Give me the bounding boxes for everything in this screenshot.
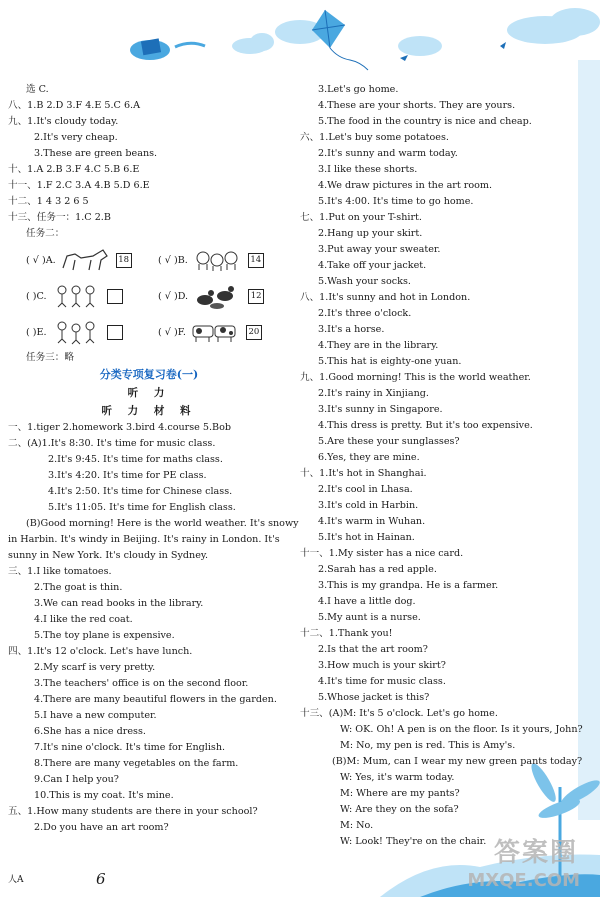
answer-line: 3.It's a horse. xyxy=(318,324,385,335)
cows-picture-icon xyxy=(189,318,241,346)
answer-line: 九、1.Good morning! This is the world weather. xyxy=(300,372,531,383)
answer-line: 5.Whose jacket is this? xyxy=(318,692,430,703)
check-mark: ( ) xyxy=(26,290,37,302)
answer-line: 3.It's sunny in Singapore. xyxy=(318,404,443,415)
answer-line: 十、1.A 2.B 3.F 4.C 5.B 6.E xyxy=(8,164,140,175)
answer-line: 8.There are many vegetables on the farm. xyxy=(34,758,239,769)
task-item-d xyxy=(158,282,290,310)
option-letter: C. xyxy=(36,290,47,302)
page-number: 6 xyxy=(96,870,106,888)
answer-line: 5.Are these your sunglasses? xyxy=(318,436,460,447)
answer-line: M: No, my pen is red. This is Amy's. xyxy=(340,740,516,751)
count-box: 14 xyxy=(248,253,264,268)
answer-line: 4.It's 2:50. It's time for Chinese class. xyxy=(48,486,233,497)
section-title: 分类专项复习卷(一) xyxy=(99,368,199,381)
answer-line: (B)M: Mum, can I wear my new green pants today? xyxy=(332,756,583,767)
answer-line: 3.We can read books in the library. xyxy=(34,598,204,609)
watermark-url: MXQE.COM xyxy=(467,870,580,891)
task-row xyxy=(8,278,290,314)
answer-line: 六、1.Let's buy some potatoes. xyxy=(300,132,449,143)
answer-line: sunny in New York. It's cloudy in Sydney. xyxy=(8,550,209,561)
answer-line: 2.It's very cheap. xyxy=(34,132,118,143)
answer-line: 八、1.B 2.D 3.F 4.E 5.C 6.A xyxy=(8,100,141,111)
option-letter: F. xyxy=(177,326,186,338)
task-row xyxy=(8,314,290,350)
option-letter: D. xyxy=(177,290,189,302)
materials-heading: 听 力 材 料 xyxy=(101,405,197,417)
answer-line: 5.My aunt is a nurse. xyxy=(318,612,421,623)
answer-line: 5.This hat is eighty-one yuan. xyxy=(318,356,462,367)
answer-line: 4.I like the red coat. xyxy=(34,614,133,625)
answer-line: 十二、1.Thank you! xyxy=(300,628,393,639)
answer-line: 2.It's cool in Lhasa. xyxy=(318,484,413,495)
answer-line: 选 C. xyxy=(26,84,49,95)
answer-line: 4.Take off your jacket. xyxy=(318,260,427,271)
corner-mark: 人A xyxy=(8,875,24,885)
answer-line: 2.Sarah has a red apple. xyxy=(318,564,437,575)
answer-line: 9.Can I help you? xyxy=(34,774,119,785)
answer-line: 三、1.I like tomatoes. xyxy=(8,566,112,577)
answer-line: 七、1.Put on your T-shirt. xyxy=(300,212,422,223)
task-item-b xyxy=(158,246,290,274)
option-letter: E. xyxy=(36,326,47,338)
answer-line: 3.Put away your sweater. xyxy=(318,244,441,255)
answer-line: 3.How much is your skirt? xyxy=(318,660,446,671)
check-mark: ( ) xyxy=(26,326,37,338)
answer-line: 2.It's 9:45. It's time for maths class. xyxy=(48,454,223,465)
answer-line: 4.They are in the library. xyxy=(318,340,439,351)
ducks-picture-icon xyxy=(191,282,243,310)
answer-line: 十三、任务一：1.C 2.B xyxy=(8,212,111,223)
answer-line: 5.It's hot in Hainan. xyxy=(318,532,415,543)
answer-line: 九、1.It's cloudy today. xyxy=(8,116,119,127)
check-mark: ( √ ) xyxy=(158,326,178,338)
answer-line: 6.She has a nice dress. xyxy=(34,726,146,737)
task-item-a xyxy=(26,246,158,274)
listening-heading: 听 力 xyxy=(127,387,171,399)
answer-line: 4.It's warm in Wuhan. xyxy=(318,516,426,527)
answer-line: 4.I have a little dog. xyxy=(318,596,416,607)
answer-line: 十、1.It's hot in Shanghai. xyxy=(300,468,427,479)
answer-line: 4.It's time for music class. xyxy=(318,676,446,687)
answer-line: 一、1.tiger 2.homework 3.bird 4.course 5.Bob xyxy=(8,422,232,433)
answer-line: 五、1.How many students are there in your school? xyxy=(8,806,258,817)
answer-line: 十二、1 4 3 2 6 5 xyxy=(8,196,89,207)
count-box: 20 xyxy=(246,325,262,340)
answer-line: 5.It's 4:00. It's time to go home. xyxy=(318,196,474,207)
count-box xyxy=(107,325,123,340)
count-box: 12 xyxy=(248,289,264,304)
answer-line: 十三、(A)M: It's 5 o'clock. Let's go home. xyxy=(300,708,498,719)
answer-line: 十一、1.F 2.C 3.A 4.B 5.D 6.E xyxy=(8,180,150,191)
answer-line: 5.I have a new computer. xyxy=(34,710,157,721)
option-letter: A. xyxy=(45,254,56,266)
answer-line: 四、1.It's 12 o'clock. Let's have lunch. xyxy=(8,646,193,657)
answer-line: 2.Do you have an art room? xyxy=(34,822,169,833)
check-mark: ( √ ) xyxy=(158,290,178,302)
answer-line: 4.We draw pictures in the art room. xyxy=(318,180,493,191)
watermark-text: 答案圈 xyxy=(493,838,578,868)
answer-line: 10.This is my coat. It's mine. xyxy=(34,790,174,801)
answer-line: 十一、1.My sister has a nice card. xyxy=(300,548,464,559)
left-column xyxy=(8,82,299,836)
answer-line: 3.This is my grandpa. He is a farmer. xyxy=(318,580,499,591)
sheep-picture-icon xyxy=(191,246,243,274)
answer-line: 2.The goat is thin. xyxy=(34,582,123,593)
answer-line: 5.Wash your socks. xyxy=(318,276,411,287)
answer-line: W: Look! They're on the chair. xyxy=(340,836,487,847)
answer-line: M: Where are my pants? xyxy=(340,788,460,799)
answer-line: W: Are they on the sofa? xyxy=(340,804,459,815)
answer-line: M: No. xyxy=(340,820,374,831)
check-mark: ( √ ) xyxy=(26,254,46,266)
answer-line: 2.It's rainy in Xinjiang. xyxy=(318,388,429,399)
answer-line: 任务二： xyxy=(26,228,65,239)
answer-line: 八、1.It's sunny and hot in London. xyxy=(300,292,471,303)
answer-line: 4.This dress is pretty. But it's too expensive. xyxy=(318,420,533,431)
answer-line: 4.There are many beautiful flowers in the garden. xyxy=(34,694,277,705)
answer-line: 3.It's cold in Harbin. xyxy=(318,500,419,511)
answer-line: 3.The teachers' office is on the second floor. xyxy=(34,678,249,689)
answer-line: 5.It's 11:05. It's time for English class. xyxy=(48,502,236,513)
answer-line: 2.It's sunny and warm today. xyxy=(318,148,458,159)
task-item-e xyxy=(26,318,158,346)
answer-line: 2.Hang up your skirt. xyxy=(318,228,423,239)
children-picture-icon xyxy=(50,318,102,346)
answer-line: 3.I like these shorts. xyxy=(318,164,418,175)
task-three-line: 任务三：略 xyxy=(26,352,74,363)
count-box: 18 xyxy=(116,253,132,268)
answer-line: 2.My scarf is very pretty. xyxy=(34,662,156,673)
answer-line: 2.It's three o'clock. xyxy=(318,308,412,319)
answer-line: 4.These are your shorts. They are yours. xyxy=(318,100,516,111)
task-item-c xyxy=(26,282,158,310)
answer-line: 2.Is that the art room? xyxy=(318,644,428,655)
answer-line: 二、(A)1.It's 8:30. It's time for music class. xyxy=(8,438,216,449)
right-column xyxy=(300,82,590,850)
answer-line: 6.Yes, they are mine. xyxy=(318,452,420,463)
task-row xyxy=(8,242,290,278)
answer-line: (B)Good morning! Here is the world weather. It's snowy xyxy=(26,518,299,529)
answer-line: W: Yes, it's warm today. xyxy=(340,772,455,783)
answer-line: 5.The food in the country is nice and cheap. xyxy=(318,116,532,127)
answer-line: in Harbin. It's windy in Beijing. It's rainy in London. It's xyxy=(8,534,280,545)
answer-line: 7.It's nine o'clock. It's time for English. xyxy=(34,742,226,753)
answer-line: W: OK. Oh! A pen is on the floor. Is it yours, John? xyxy=(340,724,583,735)
answer-line: 3.These are green beans. xyxy=(34,148,158,159)
option-letter: B. xyxy=(177,254,188,266)
children-picture-icon xyxy=(50,282,102,310)
check-mark: ( √ ) xyxy=(158,254,178,266)
horse-picture-icon xyxy=(59,246,111,274)
task-item-f xyxy=(158,318,290,346)
answer-line: 3.It's 4:20. It's time for PE class. xyxy=(48,470,207,481)
answer-line: 5.The toy plane is expensive. xyxy=(34,630,175,641)
answer-line: 3.Let's go home. xyxy=(318,84,399,95)
header-banner xyxy=(0,0,600,80)
count-box xyxy=(107,289,123,304)
